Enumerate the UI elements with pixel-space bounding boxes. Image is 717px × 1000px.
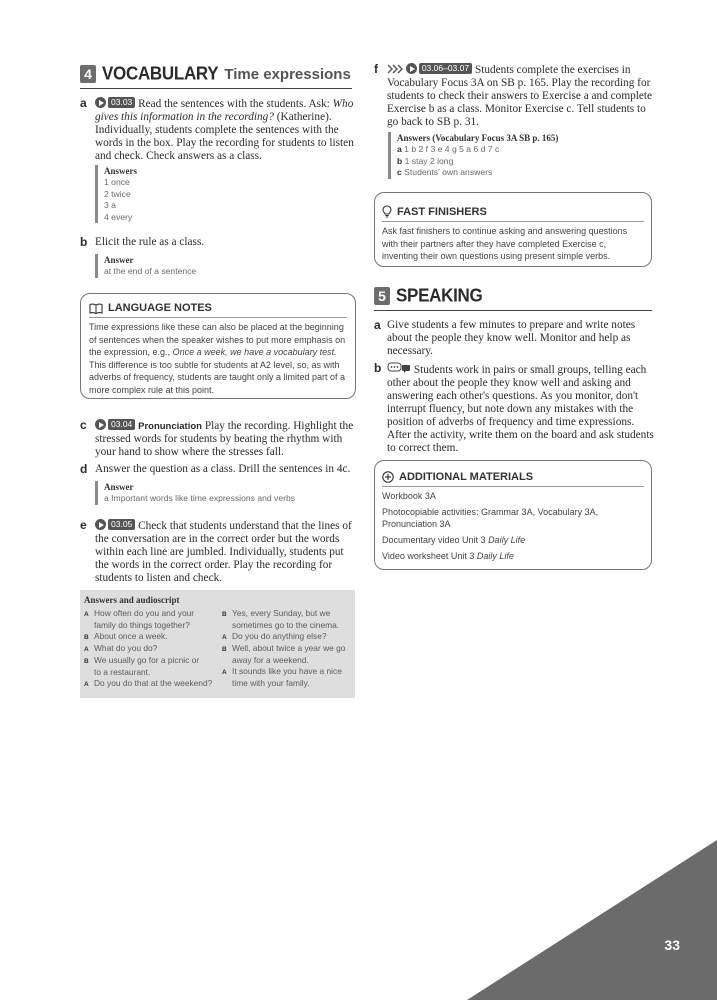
audioscript-title: Answers and audioscript <box>84 595 180 605</box>
play-icon[interactable] <box>95 419 106 430</box>
material-text: Video worksheet Unit 3 <box>382 551 477 561</box>
exercise-letter: b <box>374 361 382 375</box>
open-book-icon <box>89 303 103 314</box>
answer-line <box>397 144 657 156</box>
page-number: 33 <box>664 937 680 953</box>
answer-part-label: a <box>397 144 402 154</box>
line-text: Well, about twice a year we go <box>232 643 346 653</box>
exercise-text: Answer the question as a class. Drill the sentences in 4c. <box>95 463 351 475</box>
exercise-4f <box>374 63 654 129</box>
answer-line <box>397 167 657 179</box>
exercise-5a <box>374 319 654 358</box>
answer-line: 3 a <box>104 200 116 210</box>
audioscript-line <box>222 678 350 689</box>
audioscript-left-column <box>84 608 216 690</box>
answer-line: 1 once <box>104 177 130 187</box>
line-text: Do you do anything else? <box>232 631 327 641</box>
audio-track-badge[interactable] <box>406 63 472 74</box>
answers-4f <box>388 132 657 179</box>
speaker <box>222 678 232 689</box>
audio-track-badge[interactable] <box>95 419 135 430</box>
material-text: Workbook 3A <box>382 491 436 501</box>
speech-bubbles-icon <box>387 362 411 374</box>
exercise-text: Check that students understand that the lines of the conversation are in the correct order but the words within each line are jumbled. Individually, students put the words in the correct order. Play the recording for students to listen and check. <box>95 520 352 584</box>
answer-4d <box>95 481 354 505</box>
audioscript-line <box>84 608 216 620</box>
box-divider <box>382 221 644 222</box>
section-subtitle: Time expressions <box>224 65 351 83</box>
answer-title: Answer <box>104 482 134 492</box>
answer-text: 1 stay 2 long <box>404 155 454 166</box>
play-icon[interactable] <box>95 97 106 108</box>
section-title: VOCABULARY <box>102 63 219 84</box>
audioscript-line <box>222 608 350 620</box>
exercise-4a <box>80 97 354 163</box>
speaker: B <box>222 646 227 653</box>
line-text: Do you do that at the weekend? <box>94 678 213 688</box>
fast-finishers-box <box>374 192 652 267</box>
speaker: A <box>222 669 227 676</box>
exercise-letter: f <box>374 62 378 76</box>
audioscript-line <box>84 643 216 655</box>
line-text: We usually go for a picnic or <box>94 655 200 665</box>
audioscript-line <box>222 643 350 655</box>
exercise-text: Read the sentences with the students. Ask: <box>138 98 330 110</box>
line-text: time with your family. <box>232 678 310 688</box>
exercise-letter: a <box>374 318 381 332</box>
answers-audioscript-box <box>80 590 355 698</box>
line-text: to a restaurant. <box>94 667 151 677</box>
track-number: 03.06–03.07 <box>419 63 472 74</box>
exercise-letter: c <box>80 418 87 432</box>
exercise-4d <box>80 463 354 476</box>
answer-text: Students' own answers <box>404 167 493 177</box>
exercise-4b <box>80 236 354 249</box>
answer-title: Answer <box>104 255 134 265</box>
answer-part-label: b <box>397 155 403 166</box>
play-icon[interactable] <box>406 63 417 74</box>
material-item <box>382 506 644 530</box>
box-title: ADDITIONAL MATERIALS <box>399 471 534 483</box>
line-text: sometimes go to the cinema. <box>232 620 340 630</box>
material-title: Daily Life <box>476 551 514 561</box>
answer-line: 2 twice <box>104 188 131 199</box>
speaker: B <box>222 611 227 618</box>
answer-text: 1 b 2 f 3 e 4 g 5 a 6 d 7 c <box>404 144 500 154</box>
answer-4b <box>95 254 344 278</box>
section-4-header <box>80 64 351 84</box>
answers-title: Answers <box>104 166 137 176</box>
exercise-text-cont: (Katherine). Individually, students complete the sentences with the words in the box. Play the recording for students to listen and check. Check answers as a class. <box>95 111 354 162</box>
language-notes-box <box>80 293 356 399</box>
exercise-text: Play the recording. Highlight the stressed words for students by beating the rhythm with your hand to show where the stresses fall. <box>95 420 354 458</box>
exercise-5b <box>374 362 654 455</box>
line-text: What do you do? <box>94 643 158 653</box>
exercise-text: Students work in pairs or small groups, telling each other about the people they know well and asking and answering each other's questions. As you monitor, don't interrupt fluency, but note down any mistakes with the position of adverbs of frequency and time expressions. After the activity, write them on the board and ask students to correct them. <box>387 364 654 454</box>
notes-example: Once a week, we have a vocabulary test. <box>172 347 337 357</box>
speaker: B <box>84 658 89 665</box>
line-text: How often do you and your <box>94 608 195 618</box>
section-5-rule <box>374 310 652 311</box>
notes-text: Time expressions like these can also be placed at the beginning of sentences when the speaker wishes to put more emphasis on the expression, e.g., <box>89 322 346 357</box>
audioscript-line <box>84 631 216 643</box>
material-item <box>382 534 644 546</box>
line-text: About once a week. <box>94 631 168 641</box>
section-title: SPEAKING <box>396 285 483 306</box>
speaker: A <box>84 646 89 653</box>
answers-4a <box>95 165 344 223</box>
box-divider <box>89 317 347 318</box>
section-number: 4 <box>80 65 96 83</box>
exercise-letter: a <box>80 96 87 110</box>
language-notes-text <box>89 321 347 396</box>
material-text: Documentary video Unit 3 <box>382 535 489 545</box>
line-text: family do things together? <box>94 620 190 630</box>
speaker: A <box>84 611 89 618</box>
section-number: 5 <box>374 287 390 305</box>
audioscript-line <box>84 667 216 678</box>
audioscript-line <box>84 655 216 667</box>
line-text: It sounds like you have a nice <box>232 666 342 676</box>
box-title: LANGUAGE NOTES <box>108 302 212 314</box>
exercise-4e <box>80 519 354 585</box>
exercise-text: Elicit the rule as a class. <box>95 236 205 248</box>
answer-line: a Important words like time expressions and verbs <box>104 493 296 503</box>
exercise-text: Students complete the exercises in Vocabulary Focus 3A on SB p. 165. Play the recording for students to check their answers to Exercise a and complete Exercise b as a class. Monitor Exercise c. Tell students to go back to SB p. 31. <box>387 64 653 128</box>
additional-materials-box <box>374 460 652 570</box>
material-item <box>382 550 644 562</box>
exercise-letter: d <box>80 462 88 476</box>
pronunciation-label: Pronunciation <box>138 421 202 432</box>
audioscript-line <box>222 620 350 631</box>
audioscript-line <box>84 620 216 631</box>
audioscript-line <box>84 678 216 690</box>
answer-line <box>397 156 657 168</box>
exercise-text: Give students a few minutes to prepare and write notes about the people they know well. Monitor and help as necessary. <box>387 319 636 357</box>
section-4-rule <box>80 88 352 89</box>
section-5-header <box>374 286 482 306</box>
audioscript-line <box>222 655 350 666</box>
fast-finishers-text: Ask fast finishers to continue asking and answering questions with their partners after they have completed Exercise c, inventing their own questions using present simple verbs. <box>382 226 628 261</box>
speaker: B <box>84 634 89 641</box>
speaker <box>222 620 232 631</box>
lightbulb-icon <box>382 205 392 218</box>
exercise-4c <box>80 419 354 459</box>
track-number: 03.04 <box>108 419 135 430</box>
speaker <box>84 620 94 631</box>
box-title: FAST FINISHERS <box>397 205 487 218</box>
audioscript-line <box>222 666 350 678</box>
material-item <box>382 490 644 502</box>
play-icon[interactable] <box>95 519 106 530</box>
plus-circle-icon <box>382 471 394 483</box>
speaker: A <box>222 634 227 641</box>
line-text: Yes, every Sunday, but we <box>232 608 331 618</box>
box-divider <box>382 486 644 487</box>
audio-track-badge[interactable] <box>95 97 135 108</box>
speaker: A <box>84 681 89 688</box>
material-text: Photocopiable activities: Grammar 3A, Vocabulary 3A, Pronunciation 3A <box>382 507 599 529</box>
answer-line: at the end of a sentence <box>104 266 197 276</box>
exercise-question: Who gives this information in the recording? <box>95 98 354 123</box>
answer-line: 4 every <box>104 211 133 222</box>
track-number: 03.05 <box>108 519 135 530</box>
notes-text-cont: This difference is too subtle for students at A2 level, so, as with adverbs of frequency, students are taught only a limited part of a more complex rule at this point. <box>89 359 345 395</box>
track-number: 03.03 <box>108 97 135 108</box>
audio-track-badge[interactable] <box>95 519 135 530</box>
double-chevron-icon <box>387 64 403 74</box>
answer-part-label: c <box>397 167 402 177</box>
speaker <box>84 667 94 678</box>
page-corner-triangle <box>467 840 717 1000</box>
line-text: away for a weekend. <box>232 655 309 665</box>
exercise-letter: b <box>80 235 88 249</box>
exercise-letter: e <box>80 518 87 532</box>
material-title: Daily Life <box>488 535 526 545</box>
audioscript-right-column <box>222 608 350 690</box>
audioscript-line <box>222 631 350 643</box>
answers-title: Answers (Vocabulary Focus 3A SB p. 165) <box>397 133 559 143</box>
speaker <box>222 655 232 666</box>
